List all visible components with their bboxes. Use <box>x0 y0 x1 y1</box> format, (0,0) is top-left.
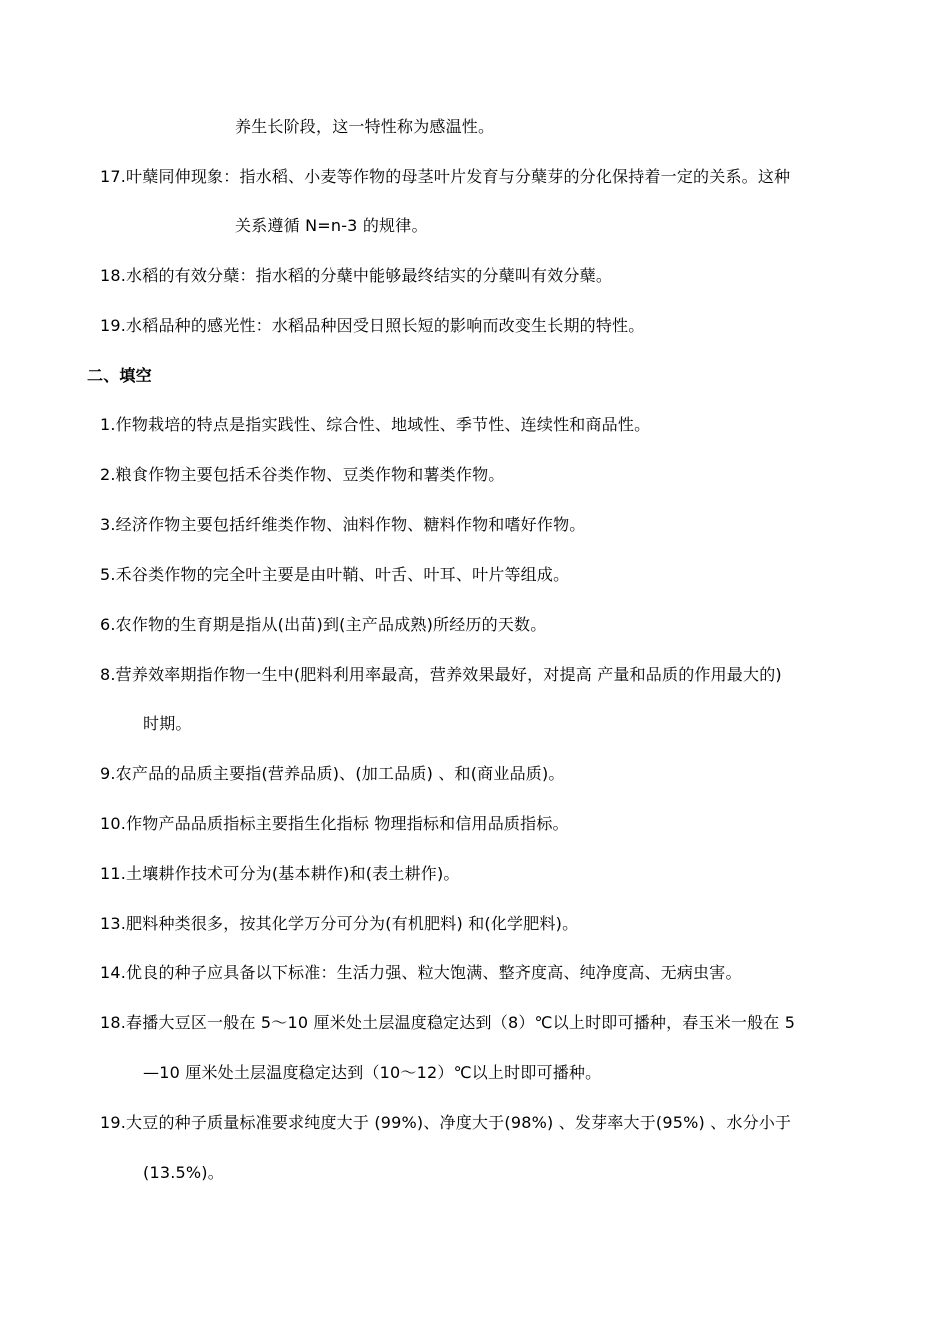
text-line: 11.土壤耕作技术可分为(基本耕作)和(表土耕作)。 <box>100 864 460 883</box>
text-line: (13.5%)。 <box>143 1163 224 1182</box>
text-line: 养生长阶段，这一特性称为感温性。 <box>235 117 495 136</box>
text-line: 18.水稻的有效分蘖：指水稻的分蘖中能够最终结实的分蘖叫有效分蘖。 <box>100 266 613 285</box>
text-line: 18.春播大豆区一般在 5～10 厘米处土层温度稳定达到（8）℃以上时即可播种，春玉米一般在 5 <box>100 1013 796 1032</box>
text-line: 13.肥料种类很多，按其化学万分可分为(有机肥料) 和(化学肥料)。 <box>100 914 579 933</box>
text-line: 6.农作物的生育期是指从(出苗)到(主产品成熟)所经历的天数。 <box>100 615 547 634</box>
text-line: 14.优良的种子应具备以下标准：生活力强、粒大饱满、整齐度高、纯净度高、无病虫害。 <box>100 963 742 982</box>
text-line: —10 厘米处土层温度稳定达到（10～12）℃以上时即可播种。 <box>143 1063 602 1082</box>
section-heading: 二、填空 <box>87 366 152 385</box>
text-line: 2.粮食作物主要包括禾谷类作物、豆类作物和薯类作物。 <box>100 465 505 484</box>
text-line: 3.经济作物主要包括纤维类作物、油料作物、糖料作物和嗜好作物。 <box>100 515 586 534</box>
text-line: 17.叶蘖同伸现象：指水稻、小麦等作物的母茎叶片发育与分蘖芽的分化保持着一定的关系。这种 <box>100 167 791 186</box>
text-line: 5.禾谷类作物的完全叶主要是由叶鞘、叶舌、叶耳、叶片等组成。 <box>100 565 570 584</box>
text-line: 19.水稻品种的感光性：水稻品种因受日照长短的影响而改变生长期的特性。 <box>100 316 645 335</box>
text-line: 9.农产品的品质主要指(营养品质)、(加工品质) 、和(商业品质)。 <box>100 764 565 783</box>
text-line: 1.作物栽培的特点是指实践性、综合性、地域性、季节性、连续性和商品性。 <box>100 415 651 434</box>
text-line: 10.作物产品品质指标主要指生化指标 物理指标和信用品质指标。 <box>100 814 569 833</box>
text-line: 关系遵循 N=n-3 的规律。 <box>235 216 428 235</box>
text-line: 8.营养效率期指作物一生中(肥料利用率最高，营养效果最好，对提高 产量和品质的作用最大的) <box>100 665 782 684</box>
text-line: 时期。 <box>143 714 192 733</box>
text-line: 19.大豆的种子质量标准要求纯度大于 (99%)、净度大于(98%) 、发芽率大于(95%) 、水分小于 <box>100 1113 792 1132</box>
